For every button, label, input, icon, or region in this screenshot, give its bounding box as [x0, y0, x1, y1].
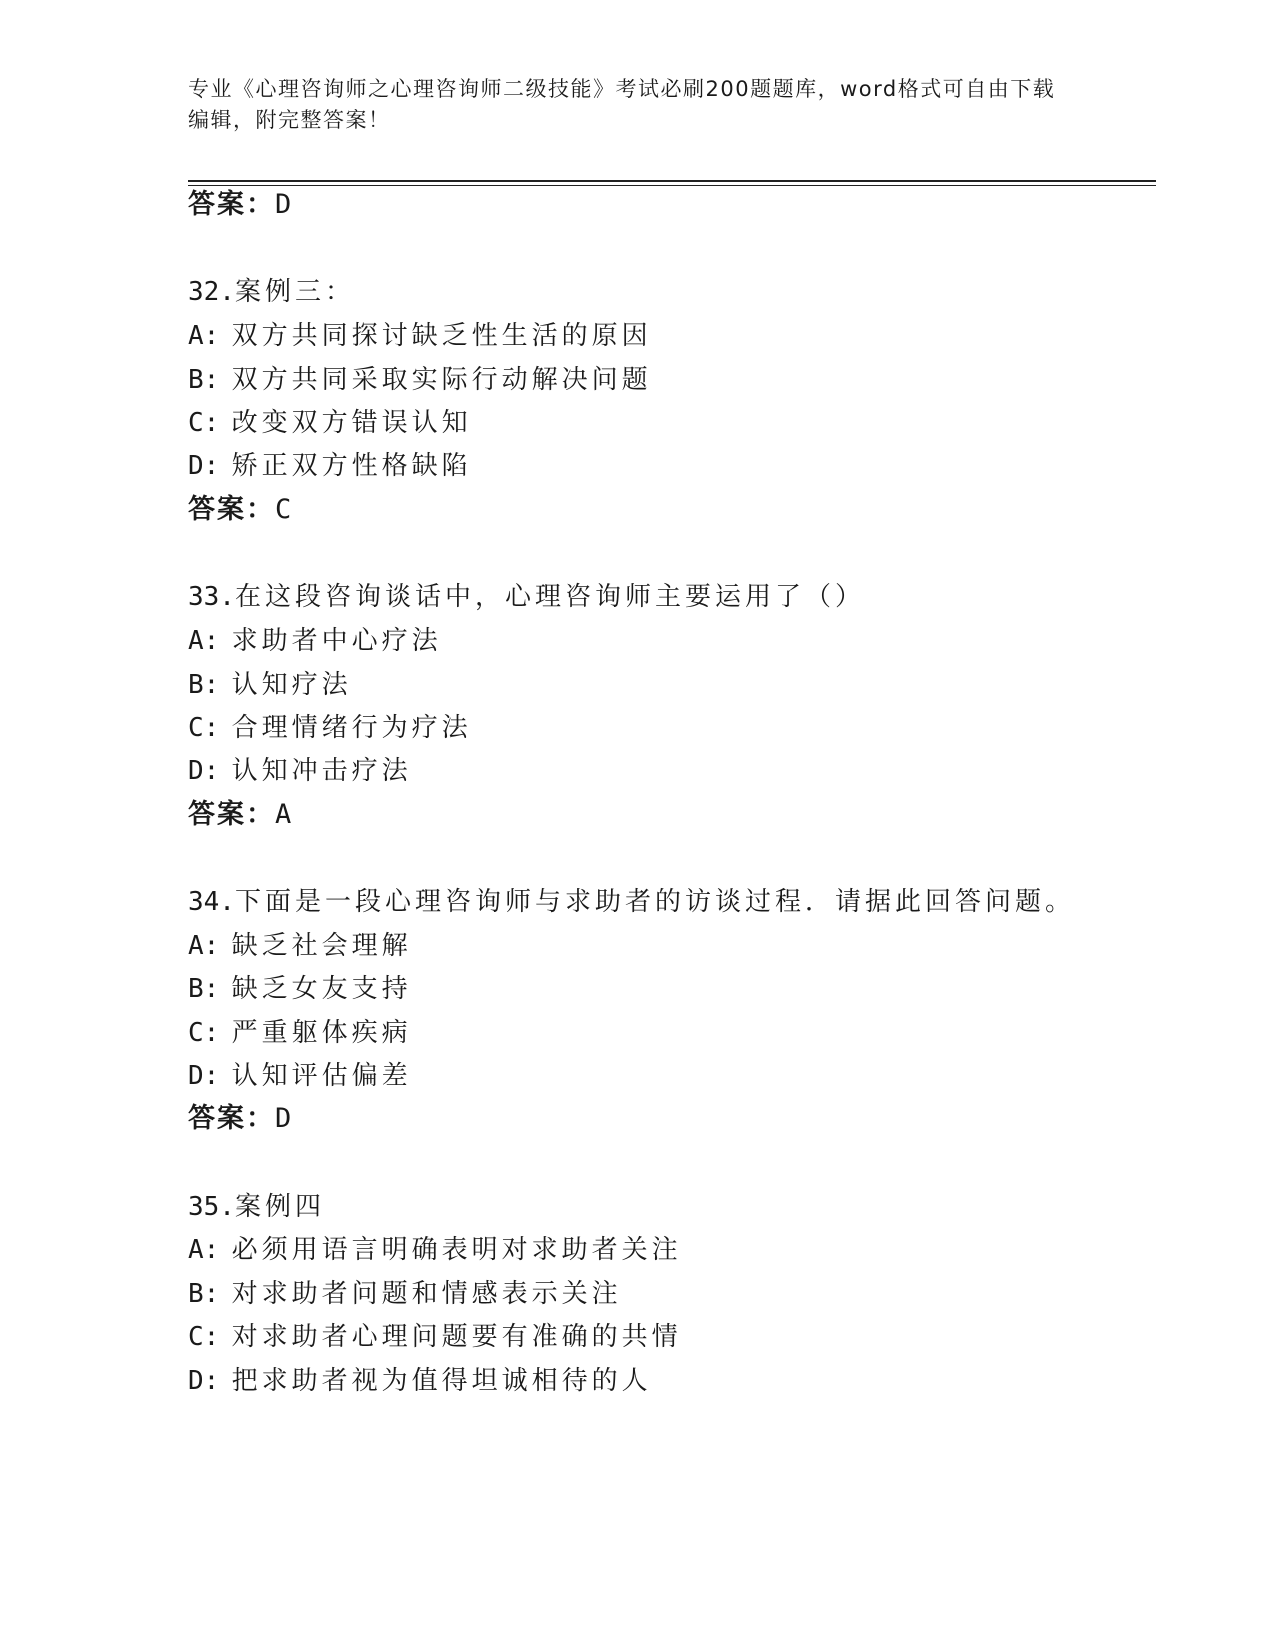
option-letter: D:	[188, 451, 220, 481]
option-b	[188, 1279, 622, 1309]
option-letter: C:	[188, 713, 220, 743]
option-letter: A:	[188, 626, 220, 656]
question-text: 案例四	[234, 1192, 325, 1222]
option-a	[188, 626, 442, 656]
option-a	[188, 931, 412, 961]
answer-label: 答案：	[188, 1103, 275, 1134]
option-text: 严重躯体疾病	[231, 1018, 412, 1048]
option-text: 改变双方错误认知	[231, 408, 472, 438]
option-text: 把求助者视为值得坦诚相待的人	[231, 1366, 652, 1396]
option-text: 双方共同采取实际行动解决问题	[231, 365, 652, 395]
option-text: 缺乏社会理解	[231, 931, 412, 961]
question-stem	[188, 887, 1075, 917]
document-header: 专业《心理咨询师之心理咨询师二级技能》考试必刷200题题库，word格式可自由下载编辑，附完整答案！	[188, 77, 1056, 132]
option-letter: D:	[188, 1061, 220, 1091]
option-a	[188, 321, 652, 351]
option-text: 矫正双方性格缺陷	[231, 451, 472, 481]
option-letter: D:	[188, 756, 220, 786]
question-stem	[188, 582, 865, 612]
option-text: 缺乏女友支持	[231, 974, 412, 1004]
option-text: 认知疗法	[231, 670, 352, 700]
question-stem	[188, 277, 355, 307]
option-c	[188, 1018, 412, 1048]
option-b	[188, 670, 352, 700]
option-d	[188, 1366, 652, 1396]
answer-line	[188, 1104, 293, 1134]
answer-label: 答案：	[188, 189, 275, 220]
option-text: 必须用语言明确表明对求助者关注	[231, 1235, 682, 1265]
option-text: 对求助者问题和情感表示关注	[231, 1279, 622, 1309]
answer-value: D	[275, 1103, 294, 1134]
question-number: 33.	[188, 582, 235, 612]
question-number: 35.	[188, 1192, 235, 1222]
option-c	[188, 408, 472, 438]
option-c	[188, 1322, 682, 1352]
option-text: 双方共同探讨缺乏性生活的原因	[231, 321, 652, 351]
option-letter: A:	[188, 931, 220, 961]
answer-value: C	[275, 494, 294, 525]
option-d	[188, 1061, 412, 1091]
option-d	[188, 451, 472, 481]
option-b	[188, 365, 652, 395]
answer-value: D	[275, 189, 294, 220]
option-letter: C:	[188, 1322, 220, 1352]
option-text: 认知冲击疗法	[231, 756, 412, 786]
option-letter: B:	[188, 1279, 220, 1309]
option-letter: C:	[188, 1018, 220, 1048]
option-text: 认知评估偏差	[231, 1061, 412, 1091]
option-a	[188, 1235, 682, 1265]
question-number: 32.	[188, 277, 235, 307]
option-letter: D:	[188, 1366, 220, 1396]
question-stem	[188, 1192, 325, 1222]
option-text: 求助者中心疗法	[231, 626, 442, 656]
header-divider-thick	[188, 180, 1156, 182]
option-text: 对求助者心理问题要有准确的共情	[231, 1322, 682, 1352]
option-letter: A:	[188, 1235, 220, 1265]
answer-line	[188, 495, 293, 525]
answer-label: 答案：	[188, 494, 275, 525]
question-text: 在这段咨询谈话中，心理咨询师主要运用了（）	[234, 582, 865, 612]
option-letter: B:	[188, 365, 220, 395]
option-letter: A:	[188, 321, 220, 351]
answer-label: 答案：	[188, 799, 275, 830]
option-letter: B:	[188, 670, 220, 700]
option-d	[188, 756, 412, 786]
option-letter: B:	[188, 974, 220, 1004]
option-text: 合理情绪行为疗法	[231, 713, 472, 743]
question-text: 案例三：	[234, 277, 355, 307]
answer-line	[188, 190, 293, 220]
question-number: 34.	[188, 887, 235, 917]
option-c	[188, 713, 472, 743]
answer-line	[188, 800, 293, 830]
question-text: 下面是一段心理咨询师与求助者的访谈过程．请据此回答问题。	[234, 887, 1075, 917]
answer-value: A	[275, 799, 294, 830]
option-b	[188, 974, 412, 1004]
option-letter: C:	[188, 408, 220, 438]
header-divider-thin	[188, 185, 1156, 186]
